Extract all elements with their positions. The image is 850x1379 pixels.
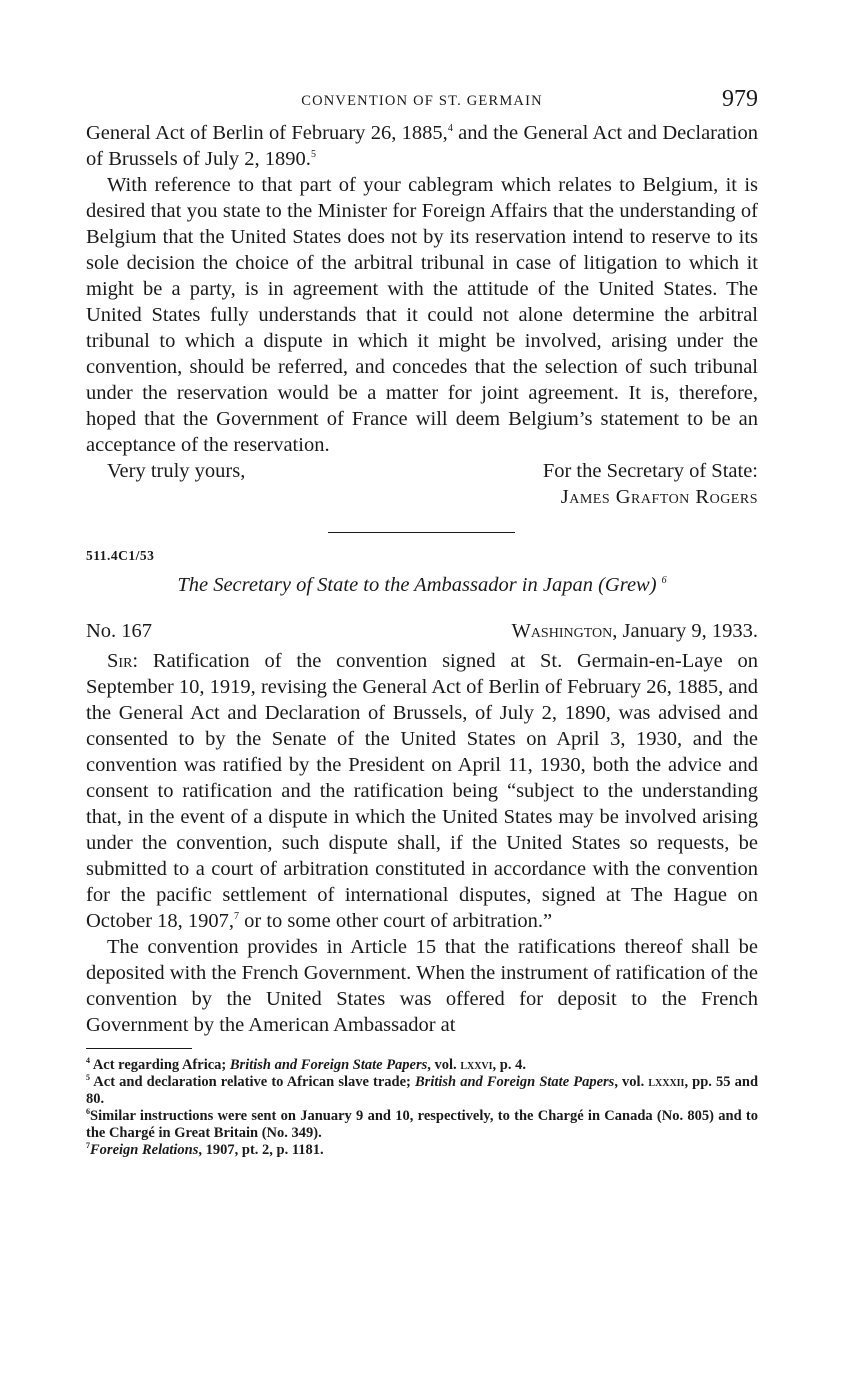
footnote-text: , pp. 55 and 80.: [86, 1074, 759, 1107]
salutation: Sir: [107, 650, 133, 672]
footnote-citation: Foreign Relations: [90, 1142, 199, 1158]
footnote-text: , 1907, pt. 2, p. 1181.: [198, 1142, 324, 1158]
paragraph-text: : Ratification of the convention signed at St. Germain-en-Laye on September 10, 1919, revising the General Act of Berlin of February 26, 1885, and the General Act and Declaration of Brussels, of July 2, 1890, was advised and consented to by the Senate of the United States on April 3, 1930, and the convention was ratified by the President on April 11, 1930, both the advice and consent to ratification and the ratification being “subject to the understanding that, in the event of a dispute in which the United States may be involved arising under the convention, such dispute shall, if the United States so requests, be submitted to a court of arbitration constituted in accordance with the convention for the pacific settlement of international disputes, signed at The Hague on October 18, 1907,: [86, 650, 758, 932]
complimentary-close: Very truly yours,: [107, 460, 246, 482]
footnote-citation: British and Foreign State Papers: [415, 1074, 615, 1090]
footnote-ref-7: 7: [234, 911, 240, 923]
paragraph-text: or to some other court of arbitration.”: [239, 910, 553, 932]
footnote-mark: 4: [86, 1056, 90, 1066]
date: , January 9, 1933.: [612, 620, 758, 642]
footnote-text: , vol.: [614, 1074, 649, 1090]
paragraph-text: and the General Act and Declaration of Brussels of July 2, 1890.: [86, 122, 758, 170]
footnote-text: Act and declaration relative to African slave trade;: [90, 1074, 415, 1090]
running-head: [86, 86, 758, 120]
signature: James Grafton Rogers: [560, 486, 758, 508]
document-page: [86, 86, 758, 1159]
page-number: 979: [722, 86, 758, 112]
footnote-5: [86, 1074, 758, 1108]
footnote-4: [86, 1057, 758, 1074]
footnote-mark: 6: [86, 1107, 90, 1117]
footnote-citation: British and Foreign State Papers: [229, 1057, 428, 1073]
footnote-mark: 5: [86, 1073, 90, 1083]
footnote-7: [86, 1142, 758, 1159]
paragraph-belgium: With reference to that part of your cablegram which relates to Belgium, it is desired that you state to the Minister for Foreign Affairs that the understanding of Belgium that the United States does not by its reservation intend to reserve to its sole decision the choice of the arbitral tribunal in case of litigation to which it might be a party, is in agreement with the attitude of the United States. The United States fully understands that it could not alone determine the arbitral tribunal to which a dispute in which it might be involved, arising under the convention, should be referred, and concedes that the selection of such tribunal under the reservation would be a matter for joint agreement. It is, therefore, hoped that the Government of France will deem Belgium’s statement to be an acceptance of the reservation.: [86, 174, 758, 456]
for-secretary-line: For the Secretary of State:: [542, 460, 758, 482]
footnote-ref-6: 6: [661, 575, 667, 587]
file-number: 511.4C1/53: [86, 548, 155, 563]
document-heading-text: The Secretary of State to the Ambassador in Japan (Grew): [177, 574, 657, 596]
document-heading: [86, 572, 758, 598]
section-divider: [328, 532, 515, 533]
volume-number: lxxvi: [460, 1057, 493, 1073]
footnote-text: Act regarding Africa;: [90, 1057, 230, 1073]
paragraph-article-15: The convention provides in Article 15 that the ratifications thereof shall be deposited with the French Government. When the instrument of ratification of the convention by the United States was offered for deposit to the French Government by the American Ambassador at: [86, 936, 758, 1036]
footnote-mark: 7: [86, 1141, 90, 1151]
paragraph-continued: [86, 120, 758, 172]
footnotes: [86, 1057, 758, 1159]
letter-closing: [86, 458, 758, 510]
footnote-text: , p. 4.: [492, 1057, 526, 1073]
place: Washington: [511, 620, 613, 642]
paragraph-text: General Act of Berlin of February 26, 1885,: [86, 122, 448, 144]
instruction-number: No. 167: [86, 620, 153, 642]
footnote-text: , vol.: [427, 1057, 461, 1073]
footnote-6: [86, 1108, 758, 1142]
footnote-divider: [86, 1048, 192, 1049]
footnote-ref-5: 5: [310, 149, 316, 161]
dateline: [86, 618, 758, 644]
footnote-text: Similar instructions were sent on January 9 and 10, respectively, to the Chargé in Canada (No. 805) and to the Chargé in Great Britain (No. 349).: [86, 1108, 758, 1141]
paragraph-ratification: [86, 648, 758, 934]
footnote-ref-4: 4: [447, 123, 453, 135]
place-date: [511, 618, 758, 644]
volume-number: lxxxii: [648, 1074, 685, 1090]
running-title: CONVENTION OF ST. GERMAIN: [301, 93, 543, 109]
